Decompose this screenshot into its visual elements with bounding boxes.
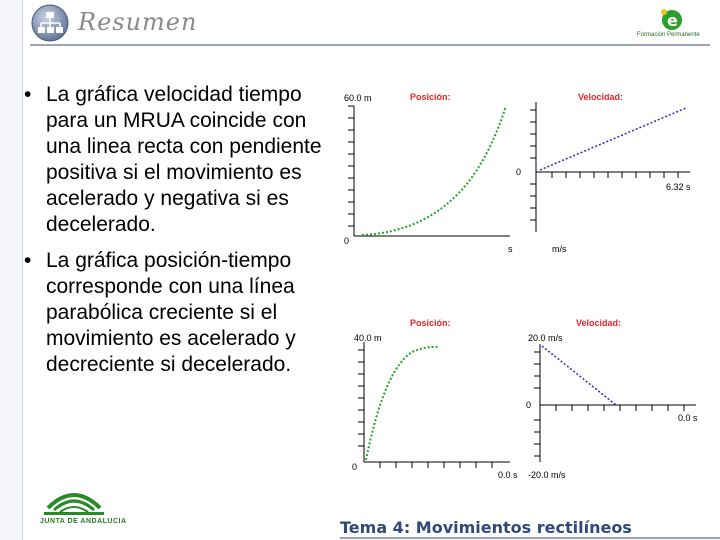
top-pos-title: Posición: — [410, 92, 451, 102]
brand-text: Formación Permanente — [637, 32, 700, 38]
top-vel-xmax-label: 6.32 s — [666, 182, 691, 192]
bottom-position-curve — [366, 347, 438, 460]
bullet-text: La gráfica posición-tiempo corresponde con una línea parabólica creciente si el movimiento es acelerado y decreciente si decelerado. — [46, 249, 296, 376]
institution-text: JUNTA DE ANDALUCIA — [40, 518, 127, 525]
bottom-pos-title: Posición: — [410, 318, 451, 328]
bottom-pos-ymax-label: 40.0 m — [354, 333, 382, 343]
bottom-vel-y-ticks — [534, 352, 540, 456]
bottom-pos-y-ticks — [358, 350, 364, 446]
bottom-vel-zero-label: 0 — [526, 400, 532, 410]
bullet-symbol: • — [24, 249, 32, 272]
bullet-symbol: • — [24, 83, 32, 106]
bullet-text: La gráfica velocidad tiempo para un MRUA coincide con una linea recta con pendiente positiva si el movimiento es acelerado y negativa si es decelerado. — [46, 83, 322, 236]
top-vel-zero-label: 0 — [516, 167, 522, 177]
footer-title: Tema 4: Movimientos rectilíneos — [340, 518, 632, 537]
bottom-velocity-line — [542, 346, 616, 405]
top-vel-yunit-label: m/s — [552, 244, 567, 254]
bottom-pos-zero-label: 0 — [352, 462, 358, 472]
bottom-pos-x-ticks — [380, 462, 492, 468]
top-pos-zero-label: 0 — [344, 236, 350, 246]
bottom-vel-x-ticks — [556, 405, 684, 411]
bottom-vel-xmax-label: 0.0 s — [678, 413, 698, 423]
svg-text:e: e — [667, 11, 678, 30]
top-pos-ymax-label: 60.0 m — [344, 93, 372, 103]
page-title: Resumen — [78, 8, 198, 36]
top-vel-title: Velocidad: — [578, 92, 624, 102]
bottom-vel-ymin-label: -20.0 m/s — [528, 470, 566, 480]
bottom-vel-title: Velocidad: — [576, 318, 622, 328]
bottom-vel-ymax-label: 20.0 m/s — [528, 333, 563, 343]
bottom-pos-xmax-label: 0.0 s — [498, 470, 518, 480]
top-pos-xunit-label: s — [508, 244, 513, 254]
footer-divider — [340, 537, 720, 539]
